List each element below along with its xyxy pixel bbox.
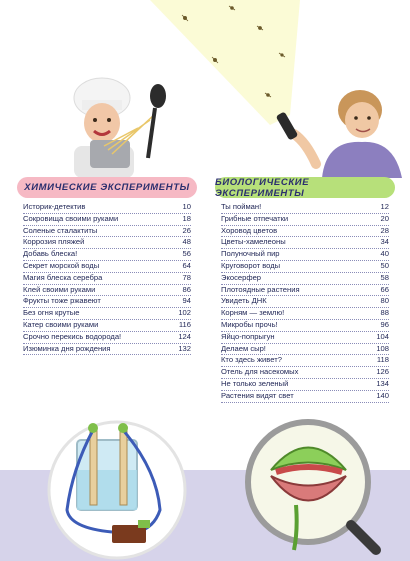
biology-toc — [221, 202, 389, 403]
chemistry-toc-entry — [23, 237, 191, 249]
magnifier-flytrap-illustration — [236, 410, 391, 561]
biology-toc-entry — [221, 320, 389, 332]
entry-page-number: 12 — [380, 202, 389, 211]
entry-title: Коррозия пляжей — [23, 237, 85, 247]
entry-page-number: 56 — [182, 249, 191, 259]
dot-leader — [97, 226, 182, 237]
entry-title: Клей своими руками — [23, 284, 96, 294]
entry-title: Увидеть ДНК — [221, 296, 267, 306]
dot-leader — [121, 332, 178, 343]
dot-leader — [79, 308, 178, 319]
chemistry-toc-entry — [23, 261, 191, 273]
entry-title: Ты пойман! — [221, 202, 262, 211]
entry-page-number: 126 — [376, 367, 389, 377]
entry-title: Грибные отпечатки — [221, 213, 289, 223]
entry-title: Секрет морской воды — [23, 260, 100, 270]
dot-leader — [261, 273, 381, 284]
dot-leader — [102, 273, 182, 284]
entry-title: Делаем сыр! — [221, 343, 266, 353]
entry-title: Микробы прочь! — [221, 319, 278, 329]
entry-title: Полуночный пир — [221, 249, 280, 259]
entry-page-number: 102 — [178, 308, 191, 318]
entry-page-number: 88 — [380, 308, 389, 318]
entry-page-number: 20 — [380, 213, 389, 223]
entry-page-number: 116 — [178, 319, 191, 329]
chemistry-toc-entry — [23, 308, 191, 320]
dot-leader — [288, 379, 376, 390]
entry-page-number: 94 — [182, 296, 191, 306]
chemistry-toc — [23, 202, 191, 355]
entry-title: Плотоядные растения — [221, 284, 300, 294]
dot-leader — [261, 202, 380, 213]
dot-leader — [95, 285, 182, 296]
dot-leader — [280, 261, 380, 272]
entry-page-number: 58 — [380, 272, 389, 282]
dot-leader — [277, 226, 380, 237]
dot-leader — [284, 308, 380, 319]
entry-title: Катер своими руками — [23, 319, 99, 329]
entry-title: Срочно перекись водорода! — [23, 331, 122, 341]
biology-toc-entry — [221, 249, 389, 261]
entry-title: Корням — землю! — [221, 308, 285, 318]
entry-page-number: 134 — [376, 378, 389, 388]
chemistry-toc-entry — [23, 226, 191, 238]
chef-girl-photo — [60, 68, 180, 178]
dot-leader — [101, 296, 183, 307]
chemistry-toc-entry — [23, 296, 191, 308]
entry-page-number: 28 — [380, 225, 389, 235]
entry-page-number: 40 — [380, 249, 389, 259]
biology-toc-entry — [221, 308, 389, 320]
biology-toc-entry — [221, 202, 389, 214]
entry-page-number: 132 — [178, 343, 191, 353]
biology-toc-entry — [221, 285, 389, 297]
dot-leader — [282, 355, 377, 366]
chemistry-toc-entry — [23, 320, 191, 332]
dot-leader — [294, 391, 377, 402]
entry-title: Изюминка дня рождения — [23, 343, 111, 353]
chemistry-toc-entry — [23, 332, 191, 344]
dot-leader — [298, 367, 376, 378]
entry-page-number: 26 — [182, 225, 191, 235]
chemistry-header: ХИМИЧЕСКИЕ ЭКСПЕРИМЕНТЫ — [17, 177, 197, 198]
biology-toc-entry — [221, 344, 389, 356]
entry-title: Без огня крутые — [23, 308, 80, 318]
dot-leader — [118, 214, 182, 225]
flashlight-boy-photo — [276, 82, 404, 178]
biology-toc-entry — [221, 296, 389, 308]
biology-toc-entry — [221, 226, 389, 238]
entry-title: Историк-детектив — [23, 202, 86, 211]
dot-leader — [99, 261, 182, 272]
entry-title: Цветы-хамелеоны — [221, 237, 286, 247]
entry-title: Магия блеска серебра — [23, 272, 103, 282]
entry-page-number: 78 — [182, 272, 191, 282]
biology-toc-entry — [221, 332, 389, 344]
chemistry-toc-entry — [23, 344, 191, 356]
dot-leader — [286, 237, 381, 248]
entry-title: Сокровища своими руками — [23, 213, 119, 223]
entry-page-number: 86 — [182, 284, 191, 294]
battery-circuit-illustration — [42, 410, 192, 560]
entry-title: Растения видят свет — [221, 390, 294, 400]
dot-leader — [85, 202, 182, 213]
entry-page-number: 64 — [182, 260, 191, 270]
entry-title: Яйцо-попрыгун — [221, 331, 275, 341]
dot-leader — [278, 320, 381, 331]
entry-title: Экосерфер — [221, 272, 262, 282]
biology-toc-entry — [221, 391, 389, 403]
entry-title: Отель для насекомых — [221, 367, 299, 377]
biology-toc-entry — [221, 214, 389, 226]
entry-title: Круговорот воды — [221, 260, 281, 270]
entry-page-number: 108 — [376, 343, 389, 353]
dot-leader — [77, 249, 182, 260]
entry-title: Кто здесь живет? — [221, 355, 282, 365]
biology-toc-entry — [221, 273, 389, 285]
dot-leader — [111, 344, 179, 355]
entry-title: Не только зеленый — [221, 378, 289, 388]
entry-page-number: 66 — [380, 284, 389, 294]
biology-toc-entry — [221, 367, 389, 379]
chemistry-toc-entry — [23, 285, 191, 297]
entry-title: Фрукты тоже ржавеют — [23, 296, 101, 306]
dot-leader — [98, 320, 179, 331]
chemistry-toc-entry — [23, 214, 191, 226]
entry-page-number: 124 — [178, 331, 191, 341]
entry-page-number: 96 — [380, 319, 389, 329]
entry-page-number: 50 — [380, 260, 389, 270]
dot-leader — [300, 285, 381, 296]
entry-page-number: 18 — [182, 213, 191, 223]
biology-toc-entry — [221, 379, 389, 391]
entry-page-number: 10 — [182, 202, 191, 211]
entry-page-number: 80 — [380, 296, 389, 306]
dot-leader — [275, 332, 377, 343]
dot-leader — [266, 344, 376, 355]
biology-header: БИОЛОГИЧЕСКИЕ ЭКСПЕРИМЕНТЫ — [215, 177, 395, 198]
entry-page-number: 48 — [182, 237, 191, 247]
entry-page-number: 34 — [380, 237, 389, 247]
entry-title: Добавь блеска! — [23, 249, 78, 259]
entry-title: Соленые сталактиты — [23, 225, 98, 235]
chemistry-toc-entry — [23, 249, 191, 261]
chemistry-toc-entry — [23, 202, 191, 214]
dot-leader — [280, 249, 381, 260]
biology-toc-entry — [221, 237, 389, 249]
biology-toc-entry — [221, 261, 389, 273]
dot-leader — [267, 296, 381, 307]
entry-page-number: 104 — [376, 331, 389, 341]
entry-page-number: 118 — [376, 355, 389, 365]
entry-page-number: 140 — [376, 390, 389, 400]
biology-toc-entry — [221, 355, 389, 367]
entry-title: Хоровод цветов — [221, 225, 278, 235]
dot-leader — [288, 214, 380, 225]
chemistry-toc-entry — [23, 273, 191, 285]
dot-leader — [84, 237, 182, 248]
